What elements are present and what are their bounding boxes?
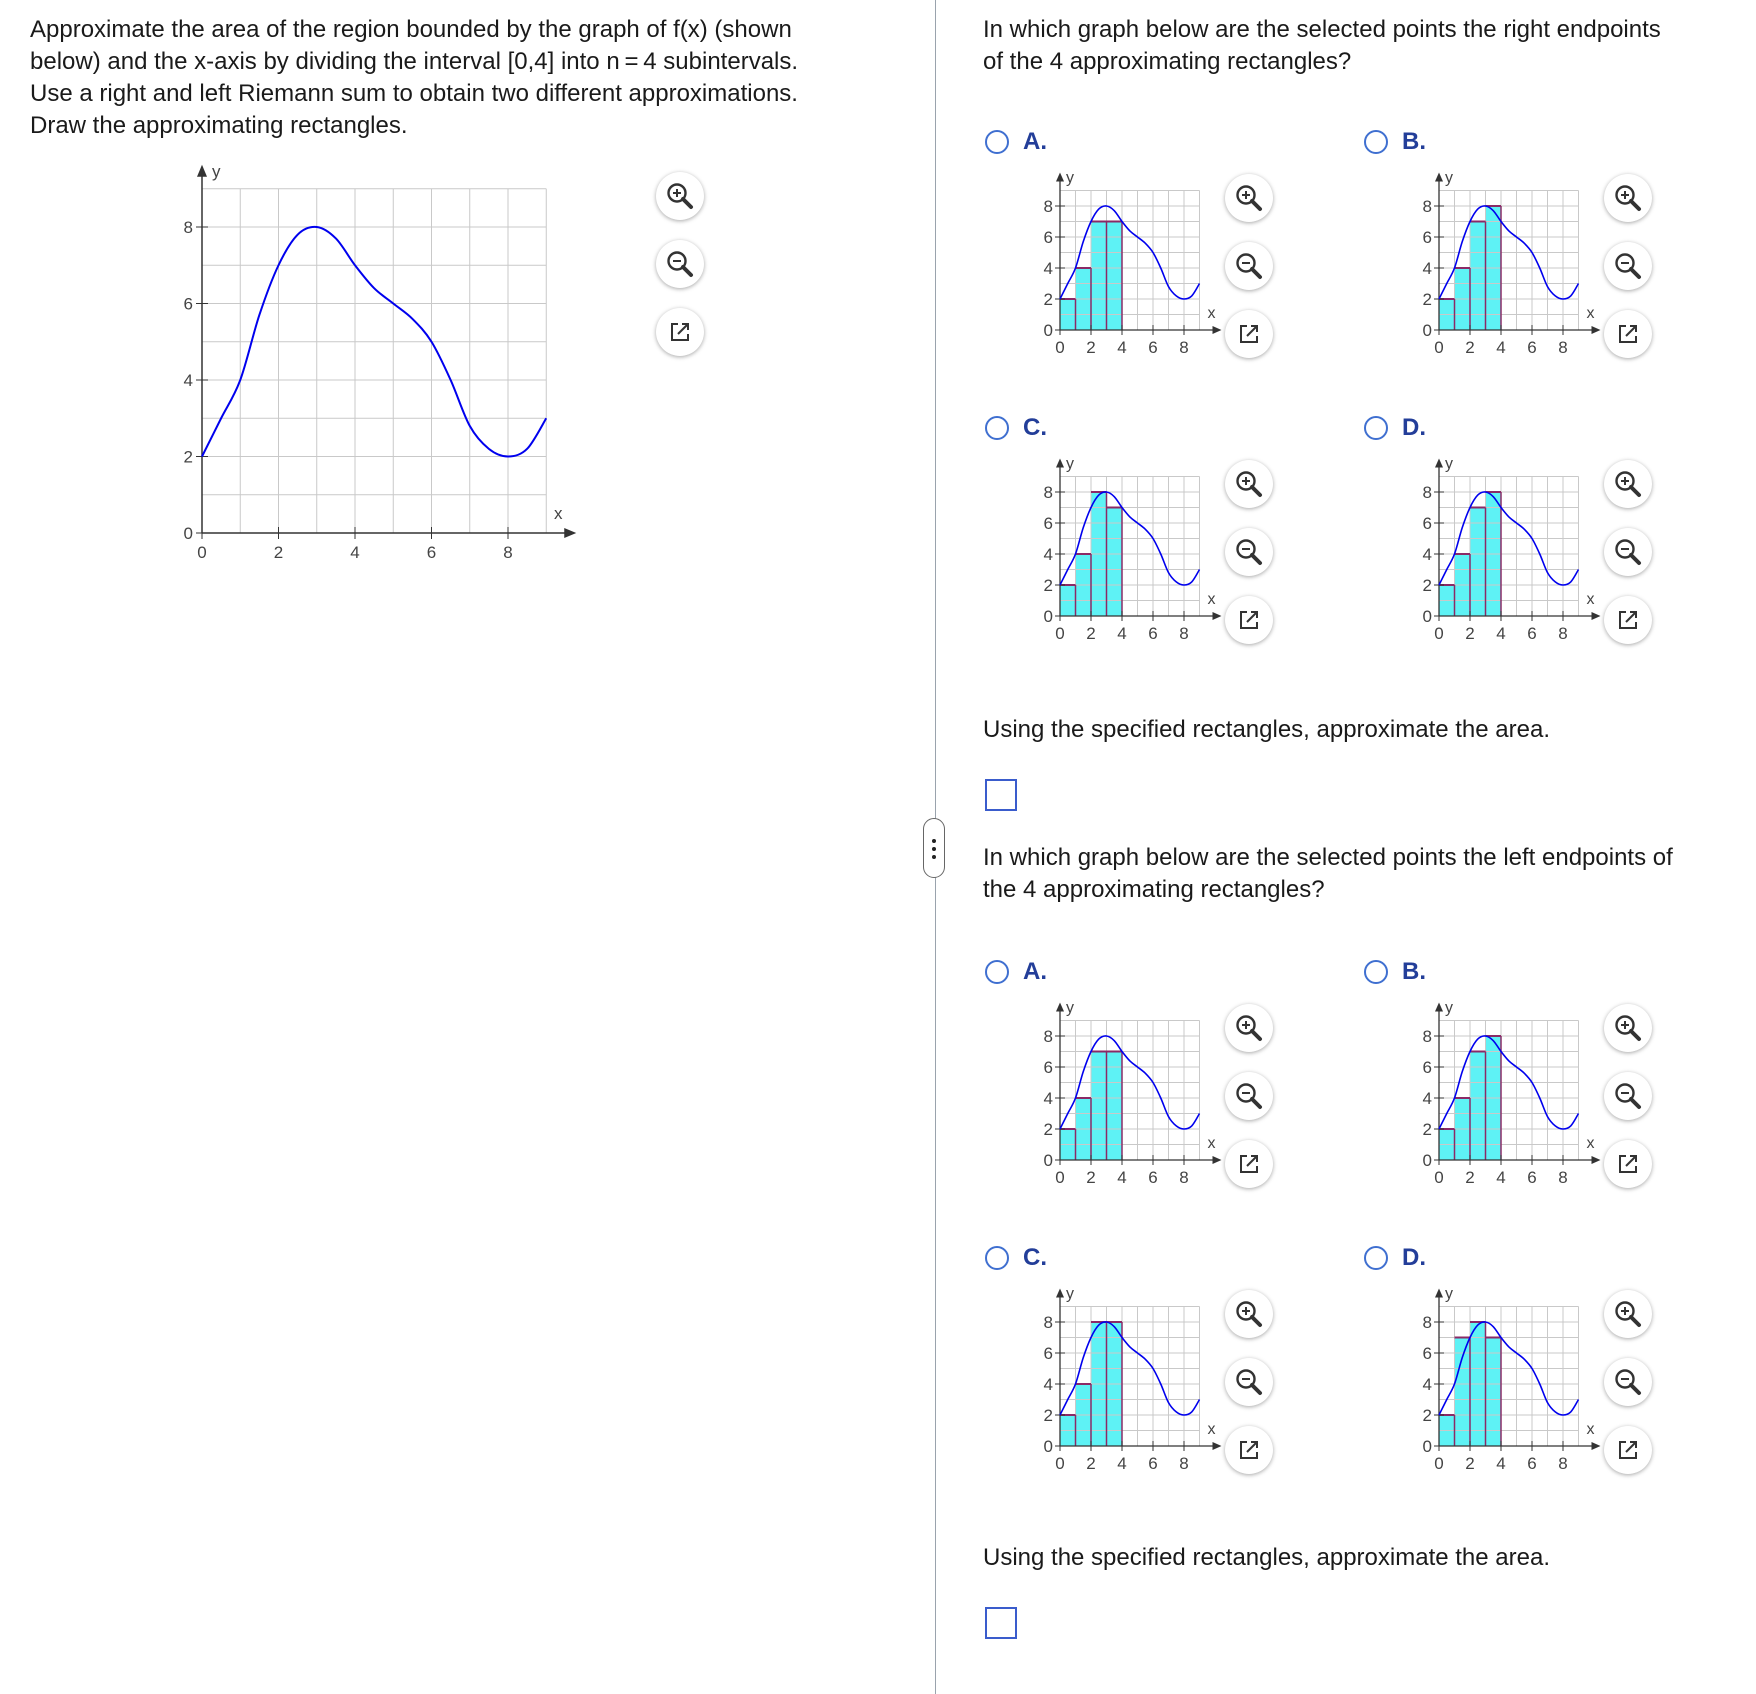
x-axis-arrow [1213, 612, 1222, 620]
x-tick-label: 4 [350, 543, 360, 562]
option-d-popout-button[interactable] [1604, 1426, 1652, 1474]
x-tick-label: 8 [1558, 1168, 1568, 1187]
main-prompt-line: below) and the x-axis by dividing the interval [0,4] into n = 4 subintervals. [30, 48, 799, 75]
x-tick-label: 0 [1055, 624, 1065, 643]
option-a-label: A. [1023, 128, 1047, 155]
option-a-popout-button[interactable] [1225, 310, 1273, 358]
x-tick-label: 8 [503, 543, 513, 562]
riemann-rectangle [1455, 1338, 1471, 1447]
y-tick-label: 8 [1422, 1313, 1432, 1332]
x-axis-arrow [1213, 326, 1222, 334]
y-tick-label: 2 [1422, 290, 1432, 309]
y-axis-label: y [1445, 999, 1453, 1017]
zoom-out-icon [1613, 1367, 1643, 1397]
option-a-label: A. [1023, 958, 1047, 985]
y-tick-label: 2 [1422, 1120, 1432, 1139]
x-tick-label: 2 [1086, 338, 1096, 357]
x-axis-label: x [1207, 591, 1216, 608]
y-axis-label: y [1066, 455, 1074, 473]
popout-icon [1237, 608, 1261, 632]
main-prompt-line: Approximate the area of the region bounded by the graph of f(x) (shown [30, 16, 792, 43]
x-tick-label: 6 [1148, 1454, 1158, 1473]
zoom-out-icon [1234, 251, 1264, 281]
y-tick-label: 4 [1422, 1089, 1432, 1108]
y-tick-label: 4 [1043, 259, 1053, 278]
y-tick-label: 0 [1043, 607, 1053, 626]
x-tick-label: 8 [1179, 624, 1189, 643]
x-tick-label: 6 [1527, 1168, 1537, 1187]
zoom-in-icon [1613, 183, 1643, 213]
x-tick-label: 0 [1434, 1454, 1444, 1473]
option-b-radio[interactable] [1364, 130, 1388, 154]
section2-option-c [985, 1244, 1365, 1494]
zoom-in-icon [1234, 183, 1264, 213]
section1-option-a [985, 128, 1365, 378]
option-c-choice[interactable] [985, 414, 1047, 442]
zoom-out-icon [665, 249, 695, 279]
y-tick-label: 6 [1422, 514, 1432, 533]
zoom-in-icon [665, 181, 695, 211]
y-tick-label: 2 [1043, 1406, 1053, 1425]
y-axis-label: y [1066, 169, 1074, 187]
x-tick-label: 8 [1179, 1454, 1189, 1473]
y-tick-label: 2 [1043, 576, 1053, 595]
x-tick-label: 6 [1527, 624, 1537, 643]
x-tick-label: 8 [1179, 338, 1189, 357]
option-b-choice[interactable] [1364, 128, 1426, 156]
zoom-out-icon [1234, 1367, 1264, 1397]
option-a-choice[interactable] [985, 128, 1047, 156]
x-tick-label: 4 [1117, 1454, 1127, 1473]
option-a-zoom-out-button[interactable] [1225, 1072, 1273, 1120]
option-d-zoom-in-button[interactable] [1604, 1290, 1652, 1338]
zoom-out-icon [1613, 1081, 1643, 1111]
popout-icon [1616, 1152, 1640, 1176]
x-axis-arrow [1592, 1156, 1601, 1164]
option-c-choice[interactable] [985, 1244, 1047, 1272]
option-c-zoom-in-button[interactable] [1225, 460, 1273, 508]
y-tick-label: 8 [183, 218, 193, 237]
y-axis-arrow [1056, 173, 1064, 182]
option-d-radio[interactable] [1364, 1246, 1388, 1270]
x-tick-label: 8 [1558, 1454, 1568, 1473]
y-tick-label: 2 [1422, 576, 1432, 595]
y-tick-label: 4 [1043, 1375, 1053, 1394]
x-axis-label: x [1586, 591, 1595, 608]
section1-option-d [1364, 414, 1744, 664]
option-c-zoom-out-button[interactable] [1225, 1358, 1273, 1406]
option-a-zoom-in-button[interactable] [1225, 174, 1273, 222]
y-tick-label: 6 [1043, 228, 1053, 247]
section1-option-c [985, 414, 1365, 664]
y-axis-arrow [197, 165, 207, 177]
option-b-graph [1384, 998, 1594, 1208]
x-tick-label: 4 [1117, 338, 1127, 357]
option-c-popout-button[interactable] [1225, 1426, 1273, 1474]
option-b-zoom-out-button[interactable] [1604, 1072, 1652, 1120]
section1-answer-input[interactable] [985, 779, 1017, 811]
option-c-zoom-in-button[interactable] [1225, 1290, 1273, 1338]
option-b-popout-button[interactable] [1604, 1140, 1652, 1188]
x-tick-label: 2 [1465, 624, 1475, 643]
section1-instruction: Using the specified rectangles, approximate the area. [983, 716, 1550, 743]
zoom-in-icon [1234, 469, 1264, 499]
riemann-rectangle [1470, 1052, 1486, 1161]
option-d-graph [1384, 454, 1594, 664]
option-d-label: D. [1402, 414, 1426, 441]
x-axis-label: x [1207, 1421, 1216, 1438]
section1-question [983, 14, 1743, 78]
y-tick-label: 6 [1043, 1344, 1053, 1363]
riemann-rectangle [1486, 1338, 1502, 1447]
popout-icon [1237, 1152, 1261, 1176]
x-tick-label: 8 [1179, 1168, 1189, 1187]
y-tick-label: 0 [183, 524, 193, 543]
x-tick-label: 4 [1496, 1168, 1506, 1187]
x-axis-label: x [554, 504, 563, 523]
zoom-out-icon [1234, 537, 1264, 567]
y-axis-label: y [1066, 1285, 1074, 1303]
section1-question-line: In which graph below are the selected points the right endpoints [983, 16, 1661, 43]
y-tick-label: 0 [1043, 321, 1053, 340]
y-tick-label: 4 [183, 371, 193, 390]
x-tick-label: 4 [1496, 624, 1506, 643]
option-a-radio[interactable] [985, 130, 1009, 154]
option-b-label: B. [1402, 958, 1426, 985]
option-b-zoom-in-button[interactable] [1604, 1004, 1652, 1052]
x-tick-label: 0 [197, 543, 207, 562]
section2-question [983, 842, 1753, 906]
x-tick-label: 2 [1465, 1168, 1475, 1187]
y-axis-arrow [1435, 459, 1443, 468]
y-tick-label: 0 [1422, 1437, 1432, 1456]
option-b-zoom-out-button[interactable] [1604, 242, 1652, 290]
option-d-radio[interactable] [1364, 416, 1388, 440]
section2-question-line: In which graph below are the selected points the left endpoints of [983, 844, 1673, 871]
x-tick-label: 0 [1055, 1454, 1065, 1473]
x-axis-label: x [1586, 1421, 1595, 1438]
option-d-choice[interactable] [1364, 1244, 1426, 1272]
option-c-label: C. [1023, 1244, 1047, 1271]
y-tick-label: 2 [183, 447, 193, 467]
section2-option-d [1364, 1244, 1744, 1494]
riemann-rectangle [1470, 508, 1486, 617]
zoom-in-icon [1613, 1299, 1643, 1329]
x-axis-arrow [1592, 612, 1601, 620]
option-c-popout-button[interactable] [1225, 596, 1273, 644]
option-d-zoom-out-button[interactable] [1604, 528, 1652, 576]
y-tick-label: 0 [1043, 1437, 1053, 1456]
option-a-radio[interactable] [985, 960, 1009, 984]
x-tick-label: 4 [1117, 1168, 1127, 1187]
riemann-rectangle [1107, 508, 1123, 617]
x-axis-arrow [1592, 1442, 1601, 1450]
x-tick-label: 6 [1148, 338, 1158, 357]
main-graph [183, 161, 630, 630]
zoom-out-icon [1613, 537, 1643, 567]
popout-icon [1616, 1438, 1640, 1462]
option-b-choice[interactable] [1364, 958, 1426, 986]
x-tick-label: 2 [1086, 624, 1096, 643]
option-a-zoom-out-button[interactable] [1225, 242, 1273, 290]
y-tick-label: 0 [1422, 1151, 1432, 1170]
x-axis-arrow [1592, 326, 1601, 334]
y-tick-label: 0 [1422, 607, 1432, 626]
x-tick-label: 2 [273, 543, 284, 562]
y-axis-label: y [1445, 455, 1453, 473]
y-tick-label: 6 [1043, 1058, 1053, 1077]
popout-icon [1616, 608, 1640, 632]
popout-icon [1237, 322, 1261, 346]
y-tick-label: 0 [1422, 321, 1432, 340]
y-axis-arrow [1435, 1289, 1443, 1298]
y-tick-label: 8 [1043, 197, 1053, 216]
option-c-zoom-out-button[interactable] [1225, 528, 1273, 576]
x-tick-label: 4 [1117, 624, 1127, 643]
panel-resize-handle[interactable] [923, 818, 945, 878]
riemann-rectangle [1091, 222, 1107, 331]
main-prompt-line: Draw the approximating rectangles. [30, 112, 408, 139]
x-axis-arrow [564, 528, 576, 538]
x-tick-label: 6 [1148, 1168, 1158, 1187]
y-axis-arrow [1435, 173, 1443, 182]
main-zoom-out-button[interactable] [656, 240, 704, 288]
zoom-in-icon [1613, 1013, 1643, 1043]
x-axis-arrow [1213, 1442, 1222, 1450]
y-tick-label: 4 [1043, 545, 1053, 564]
riemann-rectangle [1107, 1052, 1123, 1161]
option-d-zoom-out-button[interactable] [1604, 1358, 1652, 1406]
y-tick-label: 8 [1422, 1027, 1432, 1046]
x-tick-label: 2 [1465, 338, 1475, 357]
y-axis-label: y [1445, 1285, 1453, 1303]
y-tick-label: 8 [1043, 483, 1053, 502]
option-c-radio[interactable] [985, 1246, 1009, 1270]
option-a-choice[interactable] [985, 958, 1047, 986]
zoom-in-icon [1613, 469, 1643, 499]
section2-instruction: Using the specified rectangles, approximate the area. [983, 1544, 1550, 1571]
main-prompt [30, 14, 910, 142]
y-tick-label: 2 [1422, 1406, 1432, 1425]
x-tick-label: 0 [1055, 338, 1065, 357]
section1-option-b [1364, 128, 1744, 378]
x-tick-label: 6 [1527, 1454, 1537, 1473]
y-tick-label: 4 [1422, 1375, 1432, 1394]
zoom-out-icon [1234, 1081, 1264, 1111]
zoom-in-icon [1234, 1013, 1264, 1043]
y-axis-label: y [1445, 169, 1453, 187]
option-a-graph [1005, 998, 1215, 1208]
y-tick-label: 2 [1043, 290, 1053, 309]
x-tick-label: 0 [1434, 338, 1444, 357]
x-tick-label: 2 [1086, 1168, 1096, 1187]
x-axis-label: x [1586, 305, 1595, 322]
x-tick-label: 2 [1465, 1454, 1475, 1473]
popout-icon [1237, 1438, 1261, 1462]
x-tick-label: 8 [1558, 624, 1568, 643]
x-tick-label: 2 [1086, 1454, 1096, 1473]
section2-answer-input[interactable] [985, 1607, 1017, 1639]
riemann-rectangle [1091, 1052, 1107, 1161]
x-tick-label: 0 [1434, 624, 1444, 643]
option-b-popout-button[interactable] [1604, 310, 1652, 358]
y-axis-label: y [1066, 999, 1074, 1017]
x-tick-label: 0 [1434, 1168, 1444, 1187]
x-tick-label: 6 [1527, 338, 1537, 357]
riemann-rectangle [1470, 222, 1486, 331]
y-axis-arrow [1435, 1003, 1443, 1012]
option-b-label: B. [1402, 128, 1426, 155]
option-b-graph [1384, 168, 1594, 378]
section2-option-b [1364, 958, 1744, 1208]
x-tick-label: 6 [1148, 624, 1158, 643]
zoom-out-icon [1613, 251, 1643, 281]
x-axis-label: x [1207, 1135, 1216, 1152]
section2-question-line: the 4 approximating rectangles? [983, 876, 1325, 903]
main-zoom-in-button[interactable] [656, 172, 704, 220]
option-d-label: D. [1402, 1244, 1426, 1271]
option-d-zoom-in-button[interactable] [1604, 460, 1652, 508]
x-axis-arrow [1213, 1156, 1222, 1164]
option-d-graph [1384, 1284, 1594, 1494]
y-axis-label: y [212, 161, 221, 181]
option-a-zoom-in-button[interactable] [1225, 1004, 1273, 1052]
y-tick-label: 0 [1043, 1151, 1053, 1170]
x-tick-label: 4 [1496, 338, 1506, 357]
x-tick-label: 8 [1558, 338, 1568, 357]
main-prompt-line: Use a right and left Riemann sum to obtain two different approximations. [30, 80, 798, 107]
zoom-in-icon [1234, 1299, 1264, 1329]
option-c-graph [1005, 1284, 1215, 1494]
x-tick-label: 0 [1055, 1168, 1065, 1187]
x-tick-label: 6 [426, 543, 437, 562]
y-axis-arrow [1056, 1003, 1064, 1012]
riemann-rectangle [1107, 222, 1123, 331]
option-c-radio[interactable] [985, 416, 1009, 440]
y-tick-label: 4 [1422, 259, 1432, 278]
option-d-popout-button[interactable] [1604, 596, 1652, 644]
y-tick-label: 6 [1422, 1344, 1432, 1363]
y-tick-label: 8 [1043, 1313, 1053, 1332]
y-tick-label: 8 [1422, 483, 1432, 502]
x-axis-label: x [1207, 305, 1216, 322]
main-popout-button[interactable] [656, 308, 704, 356]
option-a-graph [1005, 168, 1215, 378]
option-c-graph [1005, 454, 1215, 664]
y-tick-label: 4 [1422, 545, 1432, 564]
x-tick-label: 4 [1496, 1454, 1506, 1473]
y-tick-label: 6 [1422, 228, 1432, 247]
y-axis-arrow [1056, 1289, 1064, 1298]
option-d-choice[interactable] [1364, 414, 1426, 442]
popout-icon [668, 320, 692, 344]
y-tick-label: 2 [1043, 1120, 1053, 1139]
y-tick-label: 8 [1422, 197, 1432, 216]
option-c-label: C. [1023, 414, 1047, 441]
y-tick-label: 6 [183, 294, 193, 314]
option-b-radio[interactable] [1364, 960, 1388, 984]
option-a-popout-button[interactable] [1225, 1140, 1273, 1188]
y-tick-label: 4 [1043, 1089, 1053, 1108]
section1-question-line: of the 4 approximating rectangles? [983, 48, 1352, 75]
y-tick-label: 8 [1043, 1027, 1053, 1046]
popout-icon [1616, 322, 1640, 346]
y-tick-label: 6 [1043, 514, 1053, 533]
y-tick-label: 6 [1422, 1058, 1432, 1077]
section2-option-a [985, 958, 1365, 1208]
option-b-zoom-in-button[interactable] [1604, 174, 1652, 222]
x-axis-label: x [1586, 1135, 1595, 1152]
y-axis-arrow [1056, 459, 1064, 468]
